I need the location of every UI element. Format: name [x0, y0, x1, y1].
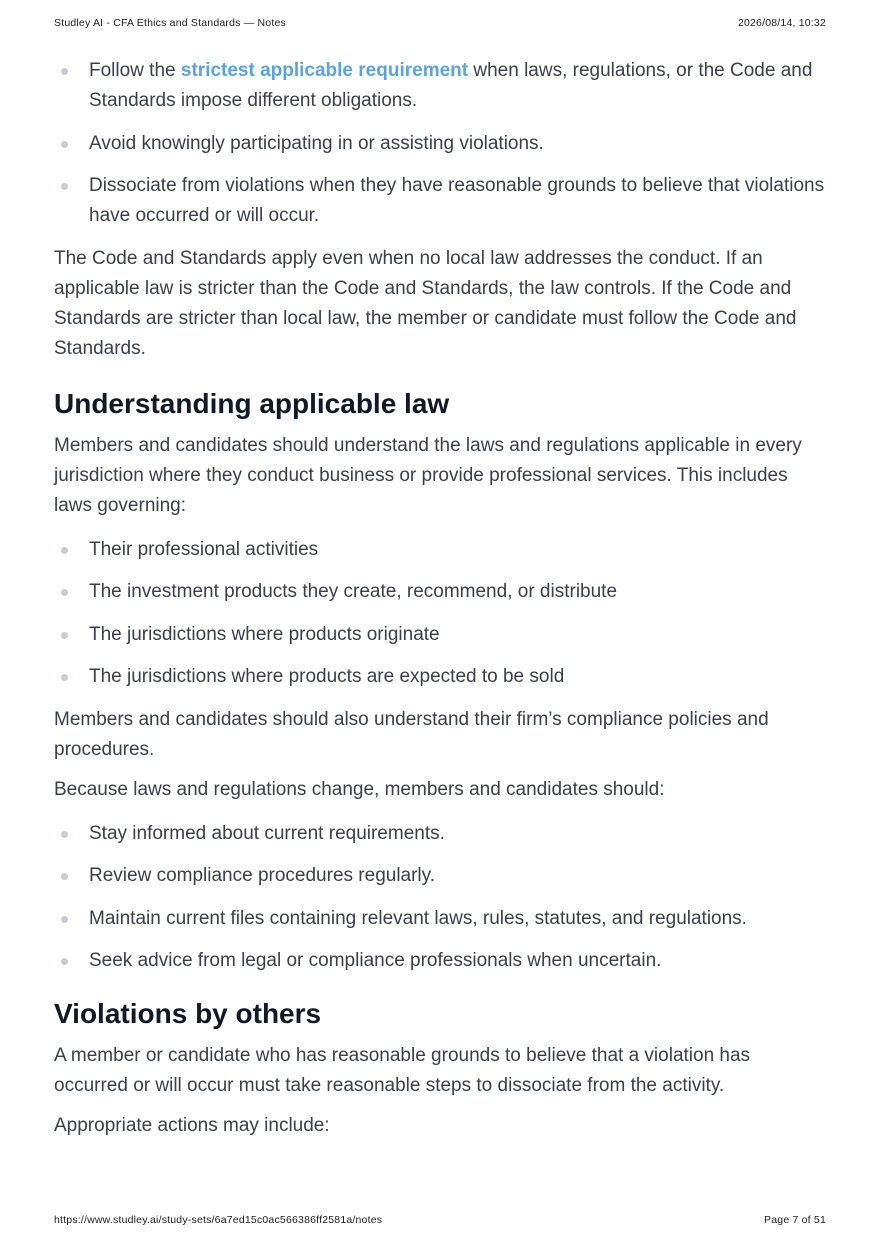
bullet-dot-icon [61, 831, 68, 838]
paragraph-laws-change: Because laws and regulations change, members and candidates should: [54, 778, 665, 800]
bullet-dot-icon [61, 141, 68, 148]
section-heading-violations-by-others: Violations by others [54, 998, 322, 1029]
bullet-dot-icon [61, 873, 68, 880]
bullet-dot-icon [61, 916, 68, 923]
list-item [54, 662, 826, 692]
list-item-text: Maintain current files containing relevant laws, rules, statutes, and regulations. [89, 907, 747, 929]
paragraph-violations-dissociate: A member or candidate who has reasonable grounds to believe that a violation has occurred or will occur must take reasonable steps to dissociate from the activity. [54, 1045, 751, 1096]
list-item-text: Review compliance procedures regularly. [89, 865, 436, 886]
list-item [54, 577, 826, 607]
list-item-text: The jurisdictions where products are expected to be sold [89, 666, 565, 687]
page-number: Page 7 of 51 [764, 1214, 826, 1226]
list-item-text: Stay informed about current requirements. [89, 822, 445, 844]
bullet-dot-icon [61, 632, 68, 639]
bullet-dot-icon [61, 958, 68, 965]
list-item-text: Avoid knowingly participating in or assisting violations. [89, 132, 544, 154]
document-title: Studley AI - CFA Ethics and Standards — Notes [54, 17, 286, 29]
bullet-dot-icon [61, 589, 68, 596]
list-item-text: The jurisdictions where products originate [89, 623, 440, 645]
paragraph-appropriate-actions: Appropriate actions may include: [54, 1115, 330, 1136]
bullet-dot-icon [61, 674, 68, 681]
list-item-text-after: when laws, regulations, or the Code and Standards impose different obligations. [89, 60, 813, 111]
list-item-text: Dissociate from violations when they have reasonable grounds to believe that violations have occurred or will occur. [89, 175, 825, 226]
notes-content [54, 56, 826, 1151]
list-item [54, 129, 826, 159]
print-datetime: 2026/08/14, 10:32 [737, 17, 826, 29]
list-item [54, 620, 826, 650]
bullet-list-laws-governing [54, 535, 826, 693]
list-item [54, 861, 826, 891]
list-item-text: Seek advice from legal or compliance professionals when uncertain. [89, 950, 662, 971]
list-item-text-before: Follow the [89, 60, 181, 81]
bullet-dot-icon [61, 183, 68, 190]
page-url: https://www.studley.ai/study-sets/6a7ed15c0ac566386ff2581a/notes [54, 1214, 383, 1226]
bullet-dot-icon [61, 547, 68, 554]
list-item [54, 904, 826, 934]
list-item [54, 535, 826, 565]
paragraph-compliance-policies: Members and candidates should also understand their firm’s compliance policies and procedures. [54, 708, 769, 760]
highlighted-term: strictest applicable requirement [180, 60, 469, 81]
list-item-text: The investment products they create, recommend, or distribute [89, 581, 618, 602]
print-footer [54, 1214, 826, 1226]
list-item [54, 819, 826, 849]
bullet-dot-icon [61, 68, 68, 75]
list-item [54, 946, 826, 976]
bullet-list-should-actions [54, 819, 826, 977]
list-item [54, 171, 826, 231]
list-item [54, 56, 826, 116]
section-heading-applicable-law: Understanding applicable law [54, 387, 450, 419]
list-item-text: Their professional activities [89, 538, 319, 560]
bullet-list-obligations [54, 56, 826, 231]
print-header [54, 17, 826, 29]
paragraph-applicable-law-intro: Members and candidates should understand the laws and regulations applicable in every jurisdiction where they conduct business or provide professional services. This includes laws governing: [54, 434, 802, 516]
paragraph-code-applicability: The Code and Standards apply even when no local law addresses the conduct. If an applicable law is stricter than the Code and Standards, the law controls. If the Code and Standards are stricter than local law, the member or candidate must follow the Code and Standards. [54, 247, 797, 359]
